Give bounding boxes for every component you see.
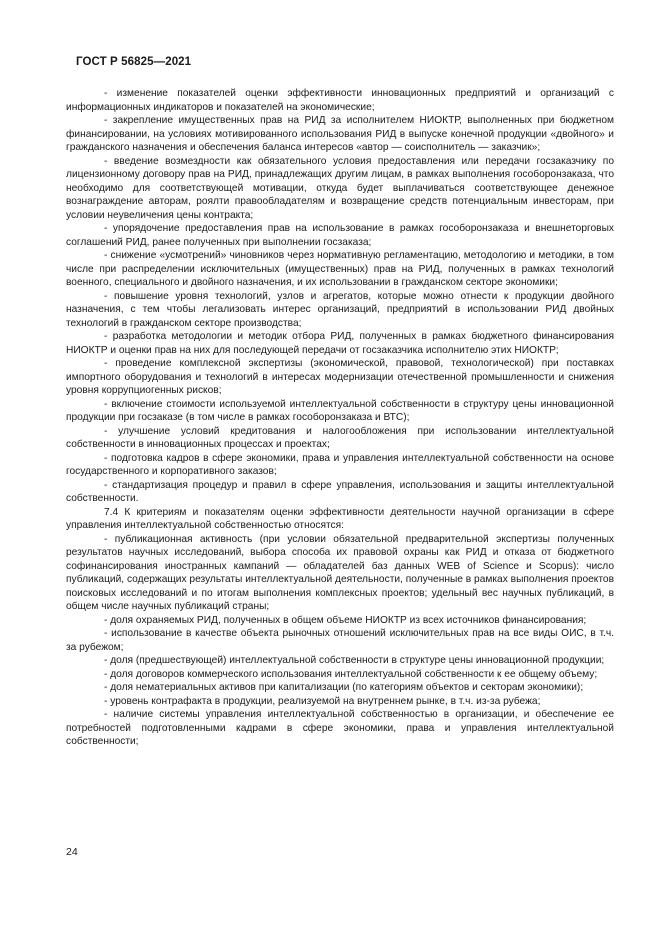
paragraph: - разработка методологии и методик отбора РИД, полученных в рамках бюджетного финансирования НИОКТР и оценки прав на них для последующей передачи от госзаказчика исполнителю этих НИОКТР; (66, 331, 614, 356)
paragraph: - использование в качестве объекта рыночных отношений исключительных прав на все виды ОИС, в т.ч. за рубежом; (66, 628, 614, 653)
paragraph: - снижение «усмотрений» чиновников через нормативную регламентацию, методологию и методики, в том числе при распределении исключительных (имущественных) прав на РИД, полученных в рамках технологий военного, специального и двойного назначения, и их использовании в гражданском секторе экономики; (66, 250, 614, 288)
paragraph: - стандартизация процедур и правил в сфере управления, использования и защиты интеллектуальной собственности. (66, 479, 614, 504)
paragraph: - улучшение условий кредитования и налогообложения при использовании интеллектуальной собственности в инновационных процессах и проектах; (66, 425, 614, 450)
page-number: 24 (66, 846, 78, 858)
document-header: ГОСТ Р 56825—2021 (76, 56, 192, 68)
paragraph: - включение стоимости используемой интеллектуальной собственности в структуру цены инновационной продукции при госзаказе (в том числе в рамках гособоронзаказа и ВТС); (66, 398, 614, 423)
paragraph: - закрепление имущественных прав на РИД за исполнителем НИОКТР, выполненных при бюджетном финансировании, на условиях мотивированного использования РИД в выпуске конечной продукции «двойного» и гражданского назначения и обеспечения баланса интересов «автор — соисполнитель — заказчик»; (66, 115, 614, 153)
paragraph: - доля договоров коммерческого использования интеллектуальной собственности к ее общему объему; (104, 668, 598, 680)
section-paragraph: 7.4 К критериям и показателям оценки эффективности деятельности научной организации в сфере управления интеллектуальной собственностью относятся: (66, 506, 614, 531)
paragraph: - наличие системы управления интеллектуальной собственностью в организации, и обеспечение ее потребностей подготовленными кадрами в сфере экономики, права и управления интеллектуальной собственности; (66, 709, 614, 747)
paragraph: - подготовка кадров в сфере экономики, права и управления интеллектуальной собственности на основе государственного и корпоративного заказов; (66, 452, 614, 477)
paragraph: - доля (предшествующей) интеллектуальной собственности в структуре цены инновационной продукции; (104, 655, 605, 666)
paragraph: - введение возмездности как обязательного условия предоставления или передачи госзаказчику по лицензионному договору прав на РИД, принадлежащих другим лицам, в рамках выполнения гособоронзаказа, что необходимо для соответствующей мотивации, откуда будет выплачиваться соответствующее денежное вознаграждение авторам, роялти правообладателям и возвращение средств потенциальным инвесторам, при условии неувеличения цены контракта; (66, 155, 614, 221)
paragraph: - доля охраняемых РИД, полученных в общем объеме НИОКТР из всех источников финансирования; (104, 614, 587, 626)
paragraph: - повышение уровня технологий, узлов и агрегатов, которые можно отнести к продукции двойного назначения, с тем чтобы легализовать интерес организаций, предприятий в использовании РИД двойных технологий в гражданском секторе производства; (66, 290, 614, 329)
paragraph: - доля нематериальных активов при капитализации (по категориям объектов и секторам экономики); (104, 682, 584, 693)
document-body (66, 87, 614, 749)
paragraph: - публикационная активность (при условии обязательной предварительной экспертизы полученных результатов научных исследований, выбора способа их правовой охраны как РИД и отказа от бюджетного софинансирования иностранных кампаний — обладателей баз данных WEB of Science и Scopus): число публикаций, содержащих результаты интеллектуальной деятельности, полученные в рамках выполнения проектов поисковых исследований и по итогам выполнения комплексных проектов; удельный вес научных публикаций, в общем числе научных публикаций страны; (66, 533, 614, 612)
paragraph: - упорядочение предоставления прав на использование в рамках гособоронзаказа и внешнеторговых соглашений РИД, ранее полученных при выполнении госзаказа; (66, 223, 614, 248)
paragraph: - изменение показателей оценки эффективности инновационных предприятий и организаций с информационных индикаторов и показателей на экономические; (66, 88, 614, 113)
paragraph: - уровень контрафакта в продукции, реализуемой на внутреннем рынке, в т.ч. из-за рубежа; (104, 695, 541, 707)
paragraph: - проведение комплексной экспертизы (экономической, правовой, технологической) при поставках импортного оборудования и технологий в интересах модернизации отечественной промышленности и снижения уровня коррупциогенных рисков; (66, 358, 614, 396)
